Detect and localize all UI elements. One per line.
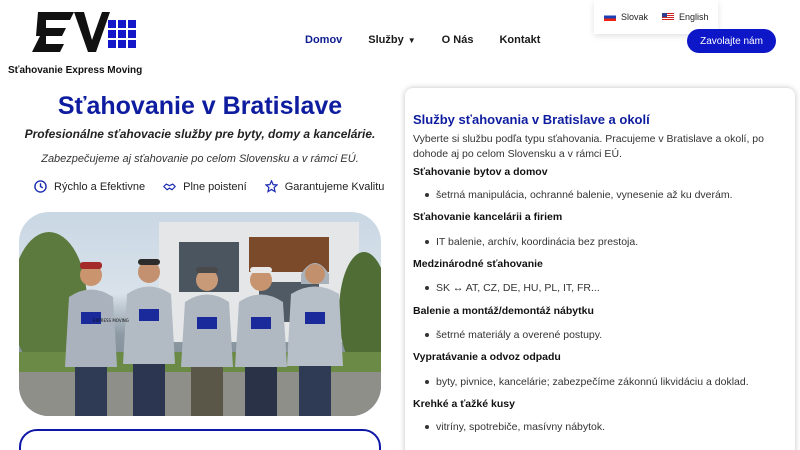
nav-item-label: Domov xyxy=(305,34,343,46)
service-heading: Balenie a montáž/demontáž nábytku xyxy=(413,305,594,317)
service-detail-text: vitríny, spotrebiče, masívny nábytok. xyxy=(436,421,606,433)
language-english[interactable] xyxy=(662,12,709,22)
service-detail xyxy=(425,329,602,341)
bullet-icon xyxy=(425,286,429,290)
hero-subtitle: Profesionálne sťahovacie služby pre byty, domy a kancelárie. xyxy=(24,127,376,141)
bullet-icon xyxy=(425,240,429,244)
nav-item-label: O Nás xyxy=(441,34,474,46)
brand-name: Sťahovanie Express Moving xyxy=(8,65,143,76)
team-photo-illustration xyxy=(19,212,381,416)
feature-fast xyxy=(34,180,145,193)
nav-item-label: Služby xyxy=(368,34,404,46)
service-detail xyxy=(425,282,600,294)
nav-item-kontakt[interactable] xyxy=(499,34,540,46)
service-heading: Sťahovanie bytov a domov xyxy=(413,166,548,178)
feature-label: Rýchlo a Efektivne xyxy=(54,180,146,193)
next-section-card xyxy=(19,429,381,450)
service-detail-text: IT balenie, archív, koordinácia bez prestoja. xyxy=(436,236,639,248)
clock-icon xyxy=(34,180,47,193)
feature-label: Plne poistení xyxy=(183,180,247,193)
main-nav xyxy=(305,34,566,46)
service-heading: Medzinárodné sťahovanie xyxy=(413,258,543,270)
photo-shirt-text: EXPRESS MOVING xyxy=(93,318,129,323)
feature-list xyxy=(34,180,384,193)
language-label: Slovak xyxy=(621,12,649,22)
service-detail xyxy=(425,189,733,201)
nav-item-sluzby[interactable] xyxy=(368,34,415,46)
language-slovak[interactable] xyxy=(604,12,648,22)
services-intro: Vyberte si službu podľa typu sťahovania. Pracujeme v Bratislave a okolí, po dohode aj po celom Slovensku a v rámci EÚ. xyxy=(413,133,764,160)
service-detail-text: byty, pivnice, kancelárie; zabezpečíme zákonnú likvidáciu a doklad. xyxy=(436,376,749,388)
nav-item-domov[interactable] xyxy=(305,34,342,46)
bullet-icon xyxy=(425,193,429,197)
bullet-icon xyxy=(425,380,429,384)
services-title: Služby sťahovania v Bratislave a okolí xyxy=(413,112,650,127)
star-icon xyxy=(265,180,278,193)
chevron-down-icon: ▼ xyxy=(407,35,416,45)
service-detail xyxy=(425,421,605,433)
call-us-button[interactable]: Zavolajte nám xyxy=(687,29,776,53)
us-flag-icon xyxy=(662,13,674,21)
hero-subtitle-secondary: Zabezpečujeme aj sťahovanie po celom Slovensku a v rámci EÚ. xyxy=(41,153,359,165)
bullet-icon xyxy=(425,425,429,429)
team-photo xyxy=(19,212,381,416)
service-detail-text: šetrná manipulácia, ochranné balenie, vynesenie až ku dverám. xyxy=(436,189,733,201)
hero-title: Sťahovanie v Bratislave xyxy=(57,92,343,120)
logo[interactable] xyxy=(30,10,140,54)
bullet-icon xyxy=(425,333,429,337)
feature-label: Garantujeme Kvalitu xyxy=(284,180,385,193)
service-detail xyxy=(425,236,638,248)
slovak-flag-icon xyxy=(604,13,616,21)
feature-quality xyxy=(265,180,385,193)
service-heading: Sťahovanie kancelárii a firiem xyxy=(413,211,563,223)
service-heading: Vypratávanie a odvoz odpadu xyxy=(413,351,561,363)
nav-item-label: Kontakt xyxy=(499,34,541,46)
service-heading: Krehké a ťažké kusy xyxy=(413,398,515,410)
service-detail-text: SK ↔ AT, CZ, DE, HU, PL, IT, FR... xyxy=(436,282,600,294)
service-detail-text: šetrné materiály a overené postupy. xyxy=(436,329,603,341)
nav-item-o-nas[interactable] xyxy=(442,34,474,46)
handshake-icon xyxy=(163,180,176,193)
service-detail xyxy=(425,376,749,388)
language-label: English xyxy=(679,12,709,22)
feature-insured xyxy=(163,180,247,193)
